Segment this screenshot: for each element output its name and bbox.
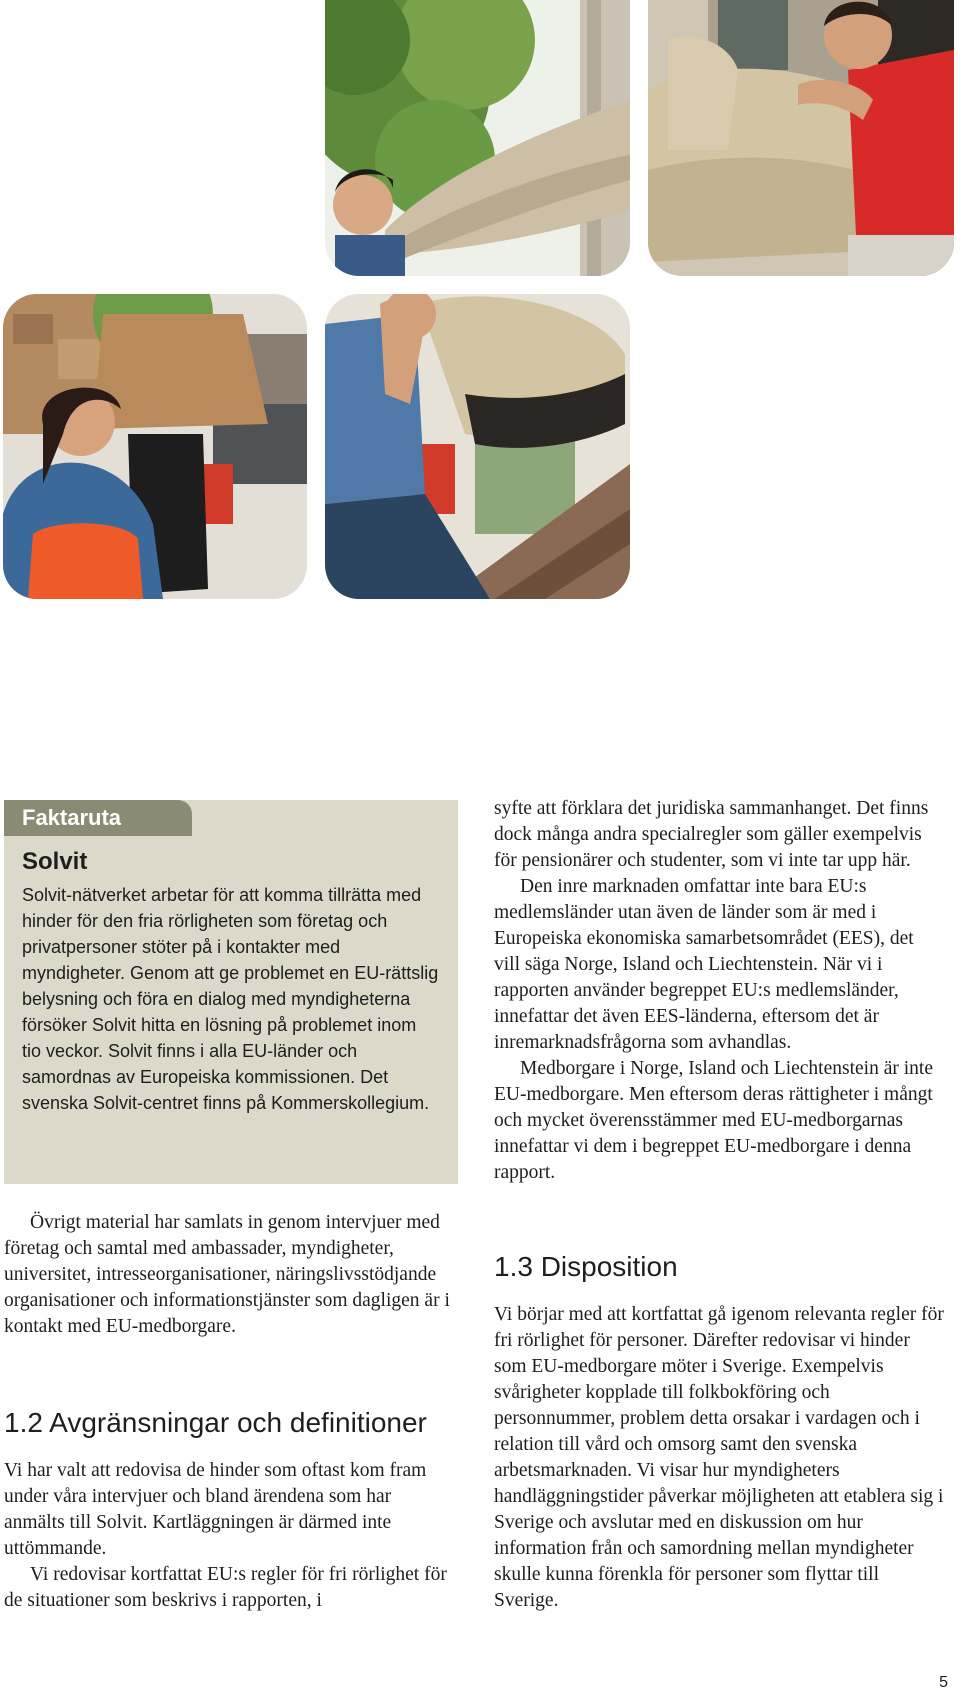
right-column-top <box>494 796 944 1186</box>
left-column-section <box>4 1406 454 1614</box>
factbox-heading: Solvit <box>22 848 88 875</box>
photo-man-lifting-sofa-tree <box>325 0 630 276</box>
factbox-body: Solvit-nätverket arbetar för att komma tillrätta med hinder för den fria rörligheten som företag och privatpersoner stöter på i kontakter med myndigheter. Genom att ge problemet en EU-rättslig belysning och föra en dialog med myndigheterna försöker Solvit hitta en lösning på problemet inom tio veckor. Solvit finns i alla EU-länder och samordnas av Europeiska kommissionen. Det svenska Solvit-centret finns på Kommerskollegium. <box>22 885 439 1113</box>
left-column-top <box>4 1210 454 1340</box>
paragraph: Medborgare i Norge, Island och Liechtenstein är inte EU-medborgare. Men eftersom deras rättigheter i mångt och mycket överensstämmer med EU-medborgarnas innefattar vi dem i begreppet EU-medborgare i denna rapport. <box>494 1058 933 1183</box>
photo-woman-carrying-lamp <box>3 294 307 599</box>
paragraph: Vi börjar med att kortfattat gå igenom relevanta regler för fri rörlighet för personer. Därefter redovisar vi hinder som EU-medborgare möter i Sverige. Exempelvis svårigheter kopplade till folkbokföring och personnummer, problem detta orsakar i vardagen och i relation till vård och omsorg samt den svenska arbetsmarknaden. Vi visar hur myndigheters handläggningstider påverkar möjligheten att etablera sig i Sverige och avslutar med en diskussion om hur information från och samordning mellan myndigheter skulle kunna förenkla för personer som flyttar till Sverige. <box>494 1304 944 1611</box>
paragraph: Vi redovisar kortfattat EU:s regler för fri rörlighet för de situationer som beskrivs i rapporten, i <box>4 1564 447 1611</box>
paragraph: syfte att förklara det juridiska sammanhanget. Det finns dock många andra specialregler som gäller exempelvis för pensionärer och studenter, som vi inte tar upp här. <box>494 798 929 871</box>
photo-man-red-shirt-sofa <box>648 0 954 276</box>
section-heading-1-3: 1.3 Disposition <box>494 1251 678 1282</box>
paragraph: Den inre marknaden omfattar inte bara EU:s medlemsländer utan även de länder som är med i Europeiska ekonomiska samarbetsområdet (EES), det vill säga Norge, Island och Liechtenstein. När vi i rapporten använder begreppet EU:s medlemsländer, innefattar det även EES-länderna, eftersom det är inremarknadsfrågorna som avhandlas. <box>494 876 914 1053</box>
paragraph: Övrigt material har samlats in genom intervjuer med företag och samtal med ambassader, myndigheter, universitet, intresseorganisationer, näringslivsstödjande organisationer och informationstjänster som dagligen är i kontakt med EU-medborgare. <box>4 1212 450 1337</box>
paragraph: Vi har valt att redovisa de hinder som oftast kom fram under våra intervjuer och bland ärendena som har anmälts till Solvit. Kartläggningen är därmed inte uttömmande. <box>4 1460 427 1559</box>
factbox <box>4 800 458 1184</box>
factbox-tab: Faktaruta <box>4 800 192 836</box>
photo-man-carrying-sofa-stairs <box>325 294 630 599</box>
page-number: 5 <box>939 1674 948 1691</box>
section-heading-1-2: 1.2 Avgränsningar och definitioner <box>4 1407 427 1438</box>
right-column-section <box>494 1250 944 1614</box>
